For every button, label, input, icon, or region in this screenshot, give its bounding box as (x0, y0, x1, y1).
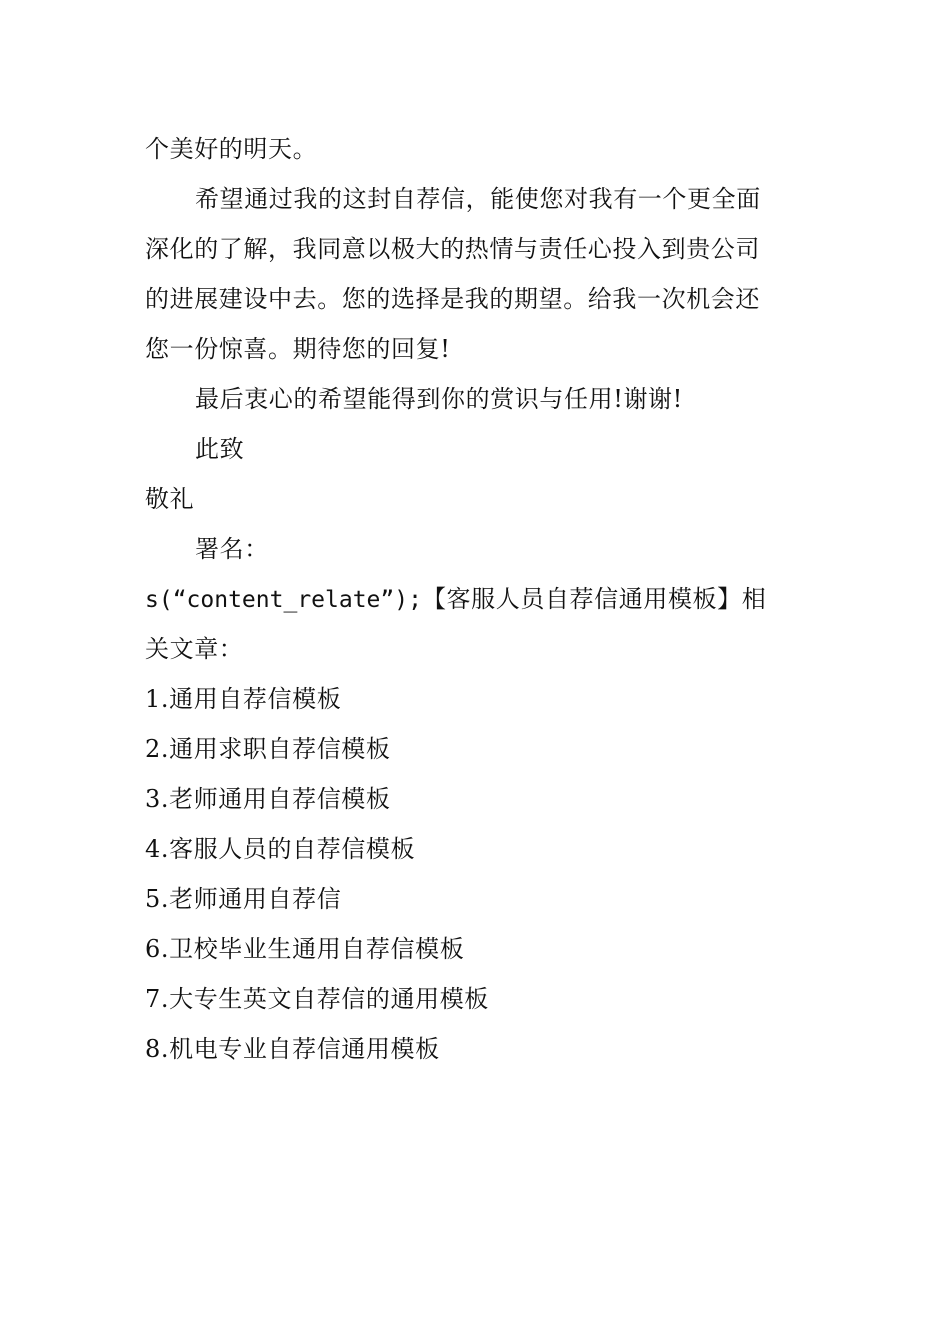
signature-label: 署名： (195, 535, 269, 563)
salutation-2: 敬礼 (145, 485, 195, 513)
paragraph-ending: 个美好的明天。 (145, 135, 318, 163)
related-code: s(“content_relate”); (145, 587, 422, 613)
hope-line-4: 您一份惊喜。期待您的回复! (145, 335, 451, 363)
related-article-4: 4.客服人员的自荐信模板 (145, 835, 416, 863)
related-article-2: 2.通用求职自荐信模板 (145, 735, 391, 763)
related-heading-end: 关文章： (145, 635, 244, 663)
related-article-3: 3.老师通用自荐信模板 (145, 785, 391, 813)
related-heading (145, 574, 810, 624)
salutation-1: 此致 (195, 435, 245, 463)
closing-hope: 最后衷心的希望能得到你的赏识与任用!谢谢! (195, 385, 683, 413)
hope-line-3: 的进展建设中去。您的选择是我的期望。给我一次机会还 (145, 285, 760, 313)
hope-line-2: 深化的了解，我同意以极大的热情与责任心投入到贵公司 (145, 235, 760, 263)
hope-line-1: 希望通过我的这封自荐信，能使您对我有一个更全面 (195, 185, 761, 213)
related-article-1: 1.通用自荐信模板 (145, 685, 342, 713)
related-title-part: 【客服人员自荐信通用模板】相 (421, 585, 767, 613)
related-article-8: 8.机电专业自荐信通用模板 (145, 1035, 440, 1063)
related-article-7: 7.大专生英文自荐信的通用模板 (145, 985, 489, 1013)
related-article-5: 5.老师通用自荐信 (145, 885, 342, 913)
related-article-6: 6.卫校毕业生通用自荐信模板 (145, 935, 465, 963)
document-body (145, 124, 810, 1074)
